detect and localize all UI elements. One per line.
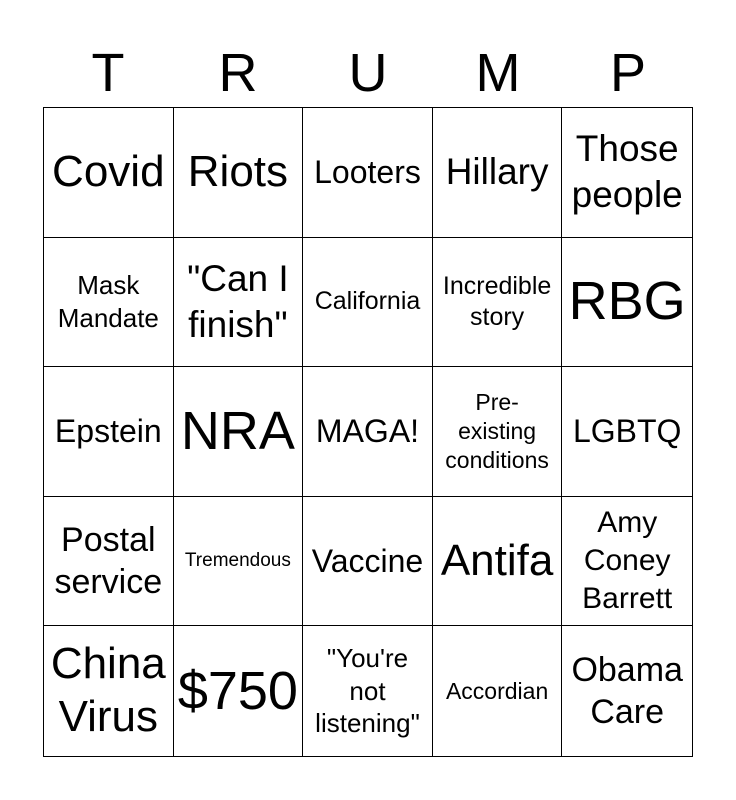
bingo-cell-text: Incredible story [442, 271, 552, 331]
bingo-cell-text: Antifa [440, 535, 554, 585]
bingo-cell-text: Looters [314, 154, 421, 191]
bingo-cell[interactable] [562, 367, 692, 497]
bingo-cell[interactable] [433, 367, 563, 497]
bingo-cell[interactable] [562, 497, 692, 627]
header-letter-t: T [91, 43, 125, 103]
bingo-cell[interactable] [44, 238, 174, 368]
bingo-cell-text: Those people [571, 128, 683, 216]
header-letter-r: R [218, 43, 258, 103]
bingo-cell-text: California [314, 287, 421, 316]
bingo-cell-text: Obama Care [571, 650, 683, 732]
bingo-cell[interactable] [174, 367, 304, 497]
bingo-cell-text: LGBTQ [572, 413, 682, 450]
bingo-cell[interactable] [44, 497, 174, 627]
header-letter-p: P [609, 43, 647, 103]
bingo-header [43, 40, 693, 106]
bingo-cell[interactable] [562, 626, 692, 756]
bingo-cell[interactable] [44, 108, 174, 238]
bingo-cell-text: Postal service [54, 520, 163, 602]
bingo-cell-text: MAGA! [315, 413, 420, 450]
bingo-cell-text: Amy Coney Barrett [582, 505, 673, 616]
bingo-cell[interactable] [433, 238, 563, 368]
bingo-cell[interactable] [174, 108, 304, 238]
bingo-cell-text: Riots [187, 146, 289, 196]
bingo-cell-text: RBG [568, 271, 686, 332]
bingo-cell[interactable] [303, 108, 433, 238]
bingo-cell-text: Epstein [54, 413, 162, 450]
bingo-board [43, 107, 693, 757]
bingo-cell[interactable] [303, 238, 433, 368]
header-letter-u: U [348, 43, 388, 103]
bingo-cell-text: NRA [180, 400, 295, 461]
bingo-cell-text: Vaccine [311, 542, 424, 579]
bingo-cell[interactable] [44, 367, 174, 497]
bingo-cell[interactable] [303, 367, 433, 497]
bingo-cell-text: Pre- existing conditions [445, 389, 549, 473]
bingo-cell-text: Hillary [445, 151, 549, 193]
bingo-cell[interactable] [174, 497, 304, 627]
bingo-cell[interactable] [303, 497, 433, 627]
bingo-cell[interactable] [433, 108, 563, 238]
bingo-cell-text: "You're not listening" [315, 643, 420, 739]
bingo-cell-text: Covid [52, 146, 165, 196]
bingo-cell-text: $750 [177, 660, 298, 721]
bingo-cell[interactable] [303, 626, 433, 756]
bingo-cell[interactable] [44, 626, 174, 756]
bingo-cell[interactable] [562, 238, 692, 368]
header-letter-m: M [475, 43, 521, 103]
bingo-cell[interactable] [174, 626, 304, 756]
bingo-cell[interactable] [433, 497, 563, 627]
bingo-cell[interactable] [174, 238, 304, 368]
bingo-cell-text: Mask Mandate [57, 270, 159, 333]
bingo-cell-text: Accordian [445, 677, 549, 704]
bingo-cell-text: Tremendous [184, 550, 291, 572]
bingo-cell[interactable] [433, 626, 563, 756]
bingo-cell-text: China Virus [50, 639, 166, 742]
bingo-cell[interactable] [562, 108, 692, 238]
bingo-cell-text: "Can I finish" [187, 257, 289, 345]
